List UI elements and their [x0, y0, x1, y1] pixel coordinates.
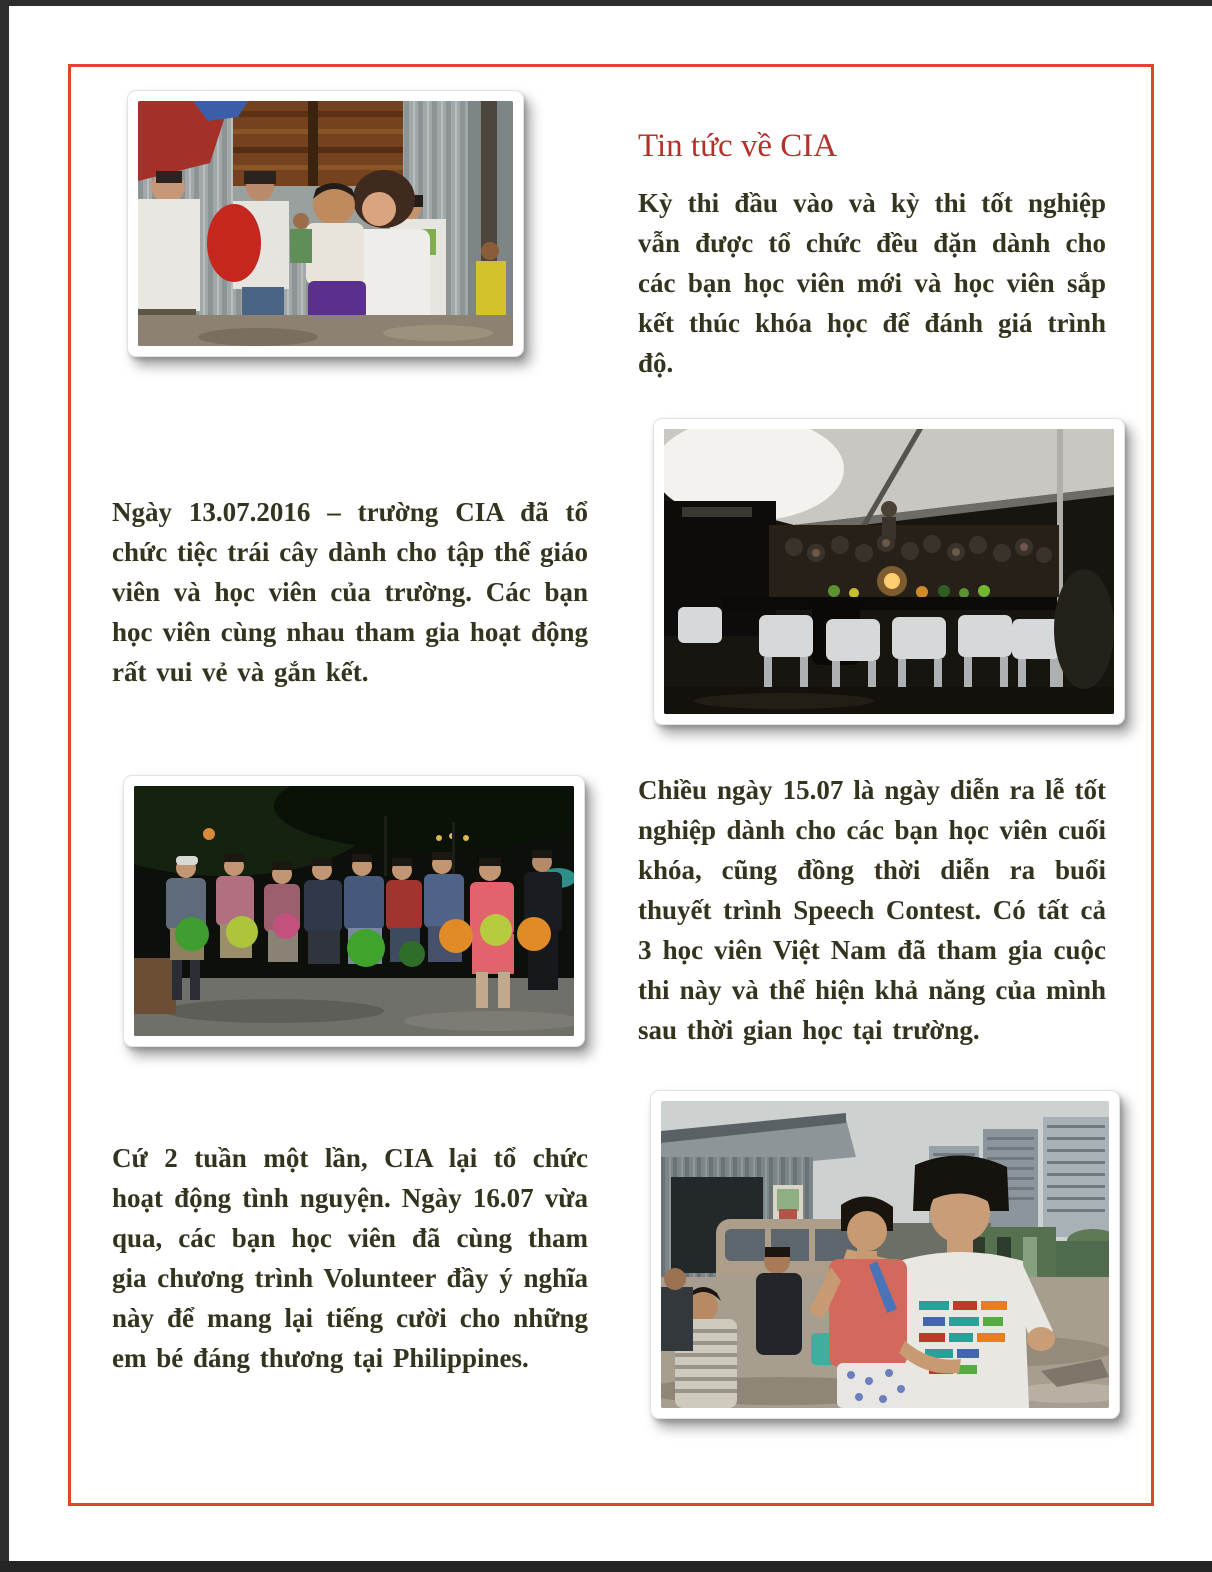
- scan-edge-top: [0, 0, 1212, 6]
- photo-night-party-group: [653, 418, 1125, 725]
- photo-volunteer-woman-child-image: [138, 101, 513, 346]
- paragraph-fruit-party: Ngày 13.07.2016 – trường CIA đã tổ chức tiệc trái cây dành cho tập thể giáo viên và học viên của trường. Các bạn học viên cùng nhau tham gia hoạt động rất vui vẻ và gắn kết.: [112, 497, 588, 687]
- scan-edge-left: [0, 0, 9, 1572]
- paragraph-volunteer: Cứ 2 tuần một lần, CIA lại tổ chức hoạt động tình nguyện. Ngày 16.07 vừa qua, các bạn học viên đã cùng tham gia chương trình Volunteer đầy ý nghĩa này để mang lại tiếng cười cho những em bé đáng thương tại Philippines.: [112, 1143, 588, 1373]
- photo-balloon-group-image: [134, 786, 574, 1036]
- photo-student-with-boy: [650, 1090, 1120, 1419]
- photo-volunteer-woman-child: [127, 90, 524, 357]
- scan-edge-bottom: [0, 1561, 1212, 1572]
- paragraph-exams: Kỳ thi đầu vào và kỳ thi tốt nghiệp vẫn được tổ chức đều đặn dành cho các bạn học viên mới và học viên sắp kết thúc khóa học để đánh giá trình độ.: [638, 188, 1106, 378]
- paragraph-graduation: Chiều ngày 15.07 là ngày diễn ra lễ tốt nghiệp dành cho các bạn học viên cuối khóa, cũng đồng thời diễn ra buổi thuyết trình Speech Contest. Có tất cả 3 học viên Việt Nam đã tham gia cuộc thi này và thể hiện khả năng của mình sau thời gian học tại trường.: [638, 775, 1106, 1045]
- photo-student-with-boy-image: [661, 1101, 1109, 1408]
- section-heading: Tin tức về CIA: [638, 128, 838, 164]
- photo-night-party-image: [664, 429, 1114, 714]
- photo-balloon-group: [123, 775, 585, 1047]
